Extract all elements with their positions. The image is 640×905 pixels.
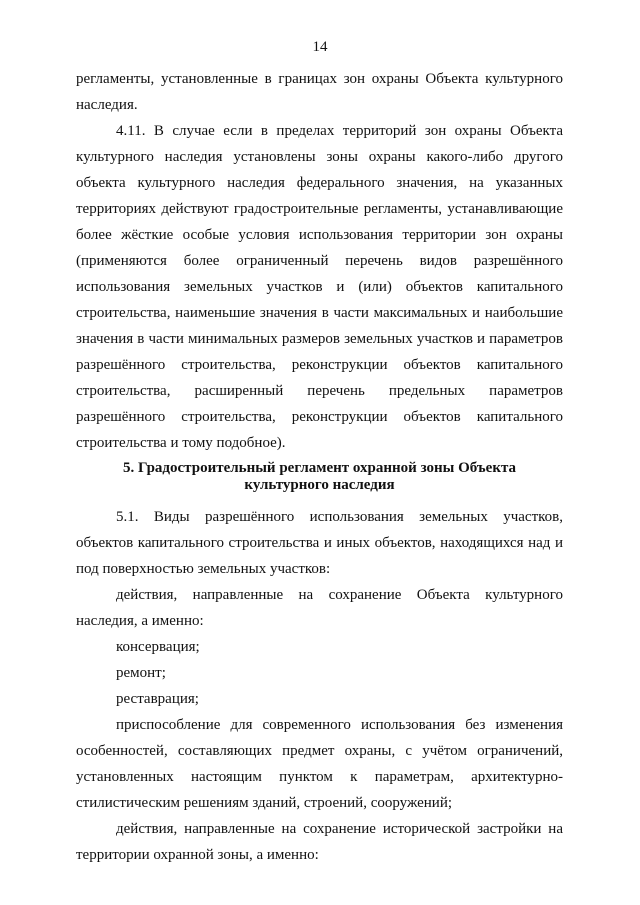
paragraph-continuation: регламенты, установленные в границах зон охраны Объекта культурного наследия. — [76, 71, 563, 113]
document-body — [76, 66, 563, 868]
paragraph-actions-object: действия, направленные на сохранение Объекта культурного наследия, а именно: — [76, 587, 563, 629]
section-heading — [76, 460, 563, 494]
list-item-restoration: реставрация; — [116, 691, 199, 707]
list-item-adaptation: приспособление для современного использования без изменения особенностей, составляющих предмет охраны, с учётом ограничений, установленных настоящим пунктом к параметрам, архитектурно-стилистическим решениям зданий, строений, сооружений; — [76, 717, 563, 811]
list-item-conservation: консервация; — [116, 639, 200, 655]
paragraph-actions-development: действия, направленные на сохранение исторической застройки на территории охранной зоны, а именно: — [76, 821, 563, 863]
section-heading-line-2: культурного наследия — [244, 477, 395, 493]
section-heading-line-1: 5. Градостроительный регламент охранной зоны Объекта — [122, 460, 517, 476]
page-number: 14 — [312, 39, 328, 55]
paragraph-4-11: 4.11. В случае если в пределах территорий зон охраны Объекта культурного наследия установлены зоны охраны какого-либо другого объекта культурного наследия федерального значения, на указанных территориях действуют градостроительные регламенты, устанавливающие более жёсткие особые условия использования территории зон охраны (применяются более ограниченный перечень видов разрешённого использования земельных участков и (или) объектов капитального строительства, наименьшие значения в части максимальных и наибольшие значения в части минимальных размеров земельных участков и параметров разрешённого строительства, реконструкции объектов капитального строительства, расширенный перечень предельных параметров разрешённого строительства, реконструкции объектов капитального строительства и тому подобное). — [76, 123, 563, 451]
paragraph-5-1: 5.1. Виды разрешённого использования земельных участков, объектов капитального строительства и иных объектов, находящихся над и под поверхностью земельных участков: — [76, 509, 563, 577]
list-item-repair: ремонт; — [116, 665, 166, 681]
